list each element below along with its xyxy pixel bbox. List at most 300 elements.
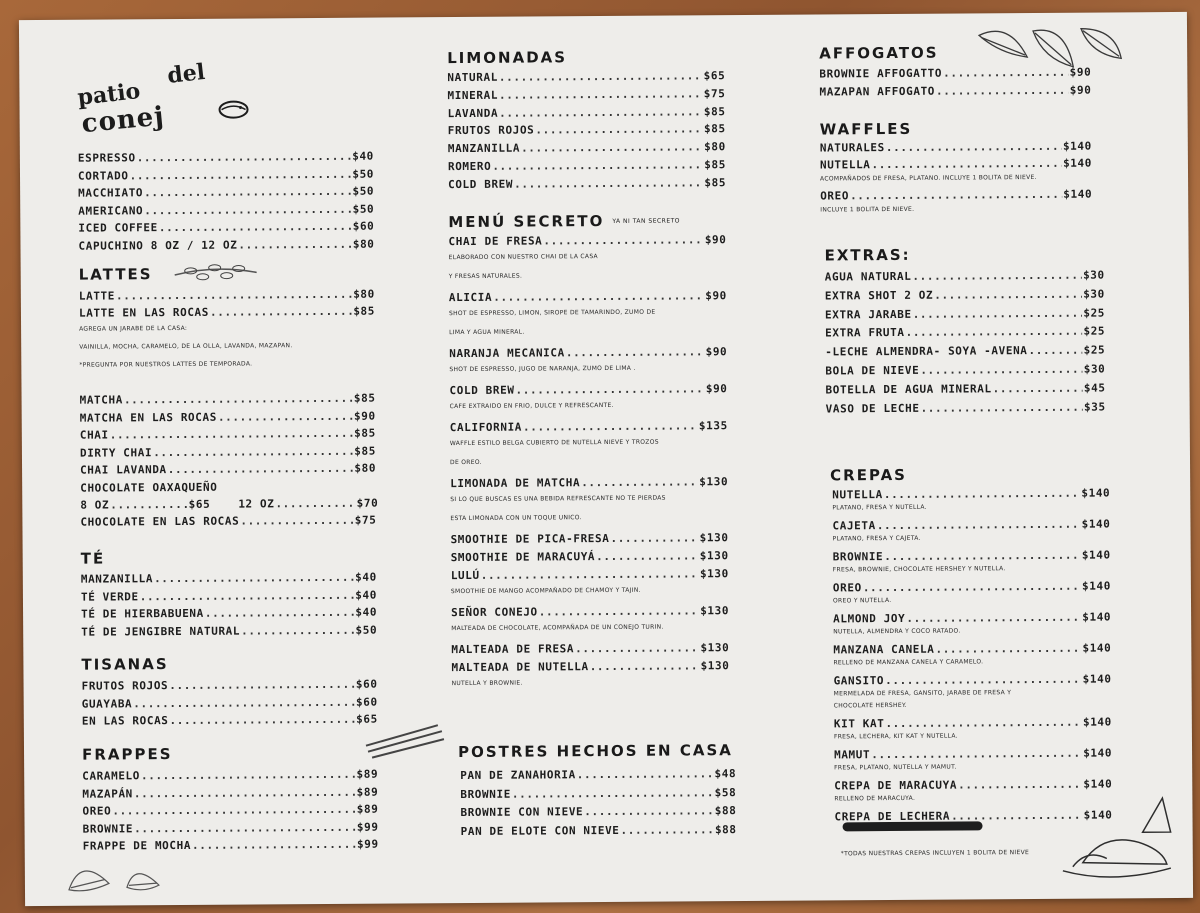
bowl-fruit-decoration-icon [1042, 792, 1183, 883]
section-title [830, 466, 907, 485]
menu-item-name: TÉ DE HIERBABUENA [81, 606, 204, 621]
dot-leader [241, 623, 355, 637]
menu-item [833, 641, 1111, 656]
menu-item-note: ACOMPAÑADOS DE FRESA, PLATANO. INCLUYE 1 BOLITA DE NIEVE. [820, 173, 1037, 183]
menu-item-name: CHOCOLATE EN LAS ROCAS [80, 514, 240, 529]
dot-leader [134, 820, 356, 835]
menu-item [451, 604, 729, 619]
dot-leader [493, 289, 704, 303]
dot-leader [168, 462, 354, 476]
menu-item-note: DE OREO. [449, 458, 482, 467]
menu-item-name: OREO [82, 804, 112, 818]
menu-item-name: PAN DE ZANAHORIA [460, 768, 576, 783]
dot-leader [153, 444, 353, 458]
menu-item-price: $140 [1063, 156, 1092, 170]
menu-paper [19, 12, 1193, 906]
menu-item-name: BROWNIE CON NIEVE [460, 805, 584, 820]
logo-word-conejo: conej [80, 101, 166, 140]
section-title-aside: YA NI TAN SECRETO [612, 217, 681, 225]
menu-item-note: ESTA LIMONADA CON UN TOQUE UNICO. [450, 514, 582, 523]
menu-item-price: $85 [353, 391, 376, 405]
menu-item-price: $88 [714, 804, 737, 818]
dot-leader [499, 87, 703, 101]
menu-item-price: $135 [698, 419, 728, 433]
menu-item-price: $140 [1083, 746, 1113, 760]
menu-item-name: GUAYABA [81, 696, 133, 711]
menu-item [820, 188, 1092, 203]
herb-sprig-icon [171, 258, 261, 287]
menu-item-name: MALTEADA DE NUTELLA [451, 660, 589, 675]
dot-leader [885, 673, 1082, 687]
menu-item-price: $140 [1081, 486, 1111, 500]
menu-item-name: EXTRA FRUTA [825, 326, 905, 340]
menu-item [833, 610, 1111, 625]
menu-item [819, 66, 1091, 81]
dot-leader [499, 105, 703, 119]
menu-item-price: $140 [1082, 641, 1112, 655]
menu-item-price: $60 [355, 695, 378, 709]
dot-leader [140, 588, 355, 602]
menu-item-name: 8 OZ [80, 498, 110, 512]
menu-item-name: MANZANA CANELA [833, 642, 935, 657]
section-title-text: POSTRES HECHOS EN CASA [457, 741, 733, 762]
menu-item-note: RELLENO DE MANZANA CANELA Y CARAMELO. [833, 658, 984, 667]
menu-item-note: VAINILLA, MOCHA, CARAMELO, DE LA OLLA, LAVANDA, MAZAPAN. [79, 342, 293, 351]
menu-item-price: $58 [714, 785, 737, 799]
menu-item-price: $85 [354, 426, 376, 440]
menu-item [80, 427, 376, 442]
menu-item [825, 363, 1105, 378]
menu-item [78, 150, 374, 165]
dot-leader [515, 382, 704, 396]
menu-item-name: SEÑOR CONEJO [451, 605, 538, 620]
menu-item-price: $85 [704, 175, 727, 190]
menu-item [80, 514, 376, 529]
section-title-text: TÉ [80, 549, 106, 568]
menu-item-price: $30 [1083, 362, 1106, 376]
menu-item-note: *PREGUNTA POR NUESTROS LATTES DE TEMPORADA. [79, 360, 253, 369]
menu-item-price: $130 [700, 604, 730, 618]
menu-item-name: EN LAS ROCAS [81, 714, 169, 728]
menu-item-name: AGUA NATURAL [824, 269, 912, 284]
menu-item [82, 695, 378, 710]
dot-leader [934, 287, 1082, 301]
menu-item [834, 777, 1112, 792]
menu-item-note: SI LO QUE BUSCAS ES UNA BEBIDA REFRESCANTE NO TE PIERDAS [450, 494, 666, 504]
menu-item-price: $140 [1082, 672, 1112, 686]
section-title-text: FRAPPES [81, 745, 173, 764]
dot-leader [144, 185, 351, 199]
dot-leader [921, 400, 1084, 414]
menu-item-price: $35 [1083, 400, 1106, 414]
menu-item-note: PLATANO, FRESA Y CAJETA. [832, 534, 921, 543]
menu-item-name: OREO [820, 189, 850, 203]
menu-item [834, 808, 1112, 823]
dot-leader [240, 514, 354, 528]
dot-leader [958, 778, 1082, 792]
menu-item [460, 786, 736, 801]
menu-item-note: LIMA Y AGUA MINERAL. [449, 328, 525, 337]
menu-item [81, 588, 377, 603]
menu-item [451, 531, 729, 546]
dot-leader [521, 141, 703, 155]
menu-item [80, 498, 210, 512]
menu-item [78, 185, 374, 200]
menu-item [449, 289, 727, 304]
menu-item-name: NARANJA MECANICA [449, 346, 565, 361]
section-title [79, 265, 153, 284]
menu-item-note: OREO Y NUTELLA. [832, 597, 892, 605]
menu-item [461, 823, 737, 838]
menu-item-name: AMERICANO [78, 203, 144, 218]
menu-item-price: $25 [1083, 306, 1106, 320]
menu-item-name: BROWNIE AFFOGATTO [819, 66, 943, 81]
menu-item [79, 288, 375, 303]
menu-item-name: SMOOTHIE DE PICA-FRESA [450, 531, 610, 547]
menu-item-price: $48 [714, 767, 737, 781]
menu-item [80, 462, 376, 477]
menu-item [448, 233, 726, 248]
section-title-text: AFFOGATOS [819, 43, 939, 63]
menu-item-name: VASO DE LECHE [825, 401, 920, 416]
leaf-sketch-icon [61, 849, 171, 900]
menu-item-name: CREPA DE LECHERA [834, 809, 951, 824]
dot-leader [906, 325, 1083, 339]
menu-item-price: $60 [352, 219, 375, 233]
dot-leader [144, 202, 351, 216]
menu-item-note: INCLUYE 1 BOLITA DE NIEVE. [820, 205, 915, 214]
section-title [82, 745, 173, 764]
menu-item [449, 382, 727, 397]
menu-item [448, 176, 726, 191]
menu-item-price: $85 [703, 104, 726, 118]
menu-item-note: NUTELLA, ALMENDRA Y COCO RATADO. [833, 627, 961, 636]
menu-item [451, 567, 729, 582]
section-title-text: LIMONADAS [447, 48, 568, 68]
menu-item-price: $40 [352, 149, 374, 163]
menu-item-name: NUTELLA [819, 158, 871, 172]
menu-item [80, 444, 376, 459]
section-title [448, 211, 680, 231]
menu-item-price: $50 [355, 623, 378, 637]
menu-item-price: $40 [355, 588, 377, 602]
menu-item [448, 123, 726, 138]
menu-item-name: FRUTOS ROJOS [447, 123, 535, 138]
menu-item-price: $99 [356, 820, 379, 834]
menu-item-price: $65 [356, 712, 378, 726]
menu-item-note: MALTEADA DE CHOCOLATE, ACOMPAÑADA DE UN CONEJO TURIN. [451, 623, 664, 633]
menu-item-price: $85 [704, 158, 726, 172]
dot-leader [912, 269, 1082, 283]
menu-item-note: CHOCOLATE HERSHEY. [833, 701, 907, 710]
dot-leader [850, 188, 1062, 202]
menu-item-price: $90 [704, 233, 727, 247]
menu-item-name: EXTRA JARABE [824, 307, 912, 322]
section-title-text: MENÚ SECRETO [448, 212, 605, 232]
section-title-text: WAFFLES [819, 119, 913, 139]
dot-leader [514, 176, 703, 190]
menu-item-price: $130 [700, 659, 730, 673]
menu-item-name: TÉ VERDE [80, 589, 139, 604]
menu-item-note: SMOOTHIE DE MANGO ACOMPAÑADO DE CHAMOY Y TAJIN. [450, 586, 641, 596]
menu-item-name: CREPA DE MARACUYA [834, 778, 958, 793]
rabbit-leaf-icon [215, 96, 251, 122]
dot-leader [512, 786, 714, 800]
menu-item [825, 306, 1105, 321]
menu-item-name: -LECHE ALMENDRA- SOYA -AVENA [825, 344, 1028, 359]
dot-leader [133, 695, 355, 710]
menu-item-price: $50 [352, 184, 375, 198]
menu-item-price: $140 [1083, 777, 1113, 791]
menu-item-name: BROWNIE [832, 550, 884, 564]
menu-item-name: PAN DE ELOTE CON NIEVE [460, 823, 620, 838]
dot-leader [993, 381, 1083, 395]
dot-leader [885, 716, 1082, 730]
menu-item-price: $45 [1083, 381, 1106, 395]
dot-leader [575, 641, 699, 655]
menu-item [82, 713, 378, 728]
menu-item [447, 87, 725, 102]
menu-item-price: $75 [354, 513, 377, 527]
dot-leader [620, 823, 714, 837]
menu-item-price: $30 [1083, 287, 1105, 301]
menu-item [832, 517, 1110, 532]
menu-item-price: $50 [352, 202, 375, 216]
menu-item-price: $40 [355, 605, 378, 619]
dot-leader [884, 549, 1081, 563]
menu-item-name: ROMERO [447, 159, 492, 174]
dot-leader [169, 678, 355, 692]
menu-item-name: ESPRESSO [77, 151, 136, 165]
menu-item-price: $85 [703, 122, 726, 136]
section-title [81, 655, 168, 674]
logo-word-del: del [165, 58, 207, 89]
menu-item-price: $90 [1069, 65, 1092, 79]
menu-item-name: CAJETA [832, 519, 876, 533]
menu-item-name: ALMOND JOY [833, 611, 906, 626]
dot-leader [877, 518, 1081, 532]
menu-item [447, 69, 725, 84]
menu-item-note: FRESA, LECHERA, KIT KAT Y NUTELLA. [833, 732, 958, 741]
dot-leader [913, 306, 1083, 320]
menu-item-name: BOLA DE NIEVE [825, 363, 920, 378]
menu-item-name: CORTADO [77, 168, 129, 183]
menu-item [82, 768, 378, 783]
menu-item [448, 140, 726, 155]
menu-item-price: $80 [353, 287, 375, 301]
menu-item-note: *TODAS NUESTRAS CREPAS INCLUYEN 1 BOLITA DE NIEVE [840, 849, 1030, 858]
menu-item-price: $50 [352, 167, 375, 181]
menu-item-price: $40 [355, 570, 377, 584]
dot-leader [205, 606, 355, 620]
menu-item-price: $65 [703, 69, 726, 83]
menu-item-name: BOTELLA DE AGUA MINERAL [825, 382, 992, 397]
menu-item-price: $140 [1083, 808, 1113, 822]
menu-item-name: COLD BREW [448, 177, 514, 191]
dot-leader [943, 66, 1069, 80]
menu-item [83, 838, 379, 853]
menu-item [80, 392, 376, 407]
dot-leader [610, 531, 698, 545]
menu-item [79, 305, 375, 320]
section-title [819, 44, 939, 63]
menu-item [826, 400, 1106, 415]
dot-leader [535, 123, 703, 137]
menu-item-price: $89 [356, 785, 379, 799]
logo [75, 54, 266, 155]
menu-item-note: WAFFLE ESTILO BELGA CUBIERTO DE NUTELLA NIEVE Y TROZOS [449, 438, 659, 448]
menu-item-name: LAVANDA [447, 106, 499, 120]
menu-item [238, 497, 378, 511]
dot-leader [884, 487, 1081, 501]
menu-item-name: EXTRA SHOT 2 OZ [824, 288, 934, 303]
menu-item-price: $85 [353, 304, 376, 318]
dot-leader [951, 809, 1083, 823]
menu-item [819, 83, 1091, 98]
menu-item [78, 237, 374, 252]
menu-item-name: SMOOTHIE DE MARACUYÁ [450, 550, 596, 565]
dot-leader [543, 233, 704, 247]
menu-item-price: $99 [356, 837, 379, 851]
menu-item-name: MACCHIATO [78, 186, 144, 200]
menu-item [825, 325, 1105, 340]
menu-item-note: RELLENO DE MARACUYA. [834, 794, 916, 803]
dot-leader [492, 158, 703, 172]
dot-leader [110, 427, 354, 442]
dot-leader [523, 419, 698, 433]
menu-item-name: GANSITO [833, 674, 885, 688]
section-title [825, 246, 911, 265]
dot-leader [577, 767, 714, 781]
menu-item-price: $130 [699, 475, 729, 489]
menu-item [833, 579, 1111, 594]
dot-leader [596, 549, 699, 563]
menu-item [451, 549, 729, 564]
menu-item [834, 746, 1112, 761]
menu-item-price: $130 [699, 549, 729, 563]
menu-item-price: $80 [354, 461, 377, 475]
dot-leader [134, 785, 356, 800]
menu-item-price: $85 [354, 444, 376, 458]
menu-item [460, 804, 736, 819]
menu-item-name: COLD BREW [449, 383, 515, 398]
menu-item [820, 157, 1092, 172]
menu-item [78, 220, 374, 235]
menu-item [834, 715, 1112, 730]
dot-leader [863, 580, 1081, 595]
menu-item [825, 269, 1105, 284]
menu-item [81, 606, 377, 621]
dot-leader [275, 497, 355, 511]
section-title-text: CREPAS [830, 465, 908, 485]
dot-leader [141, 768, 356, 782]
menu-item [448, 158, 726, 173]
menu-item-name: MAMUT [834, 748, 871, 762]
menu-item-name: KIT KAT [833, 717, 885, 731]
menu-item-name: MALTEADA DE FRESA [451, 642, 575, 657]
menu-item-price: $140 [1082, 715, 1112, 729]
menu-item-name: 12 OZ [238, 497, 275, 511]
dot-leader [154, 571, 354, 585]
menu-item-name: MATCHA EN LAS ROCAS [79, 410, 217, 425]
section-title-text: EXTRAS: [824, 245, 911, 265]
dot-leader [566, 345, 705, 359]
menu-item-name: LATTE EN LAS ROCAS [78, 305, 210, 320]
section-title [458, 741, 733, 761]
menu-item-name: OREO [832, 581, 862, 595]
menu-item-price: $140 [1081, 517, 1111, 531]
menu-item-name: TÉ DE JENGIBRE NATURAL [81, 624, 241, 639]
menu-item-name: ALICIA [448, 290, 493, 305]
section-title-text: LATTES [78, 265, 153, 284]
menu-item [825, 344, 1105, 359]
dot-leader [192, 838, 356, 852]
menu-item-name: DIRTY CHAI [79, 445, 153, 460]
menu-item-name: FRAPPE DE MOCHA [82, 838, 192, 853]
menu-item-note: Y FRESAS NATURALES. [448, 272, 523, 281]
menu-item [78, 167, 374, 182]
dot-leader [130, 167, 352, 182]
menu-item-price: $90 [1069, 83, 1092, 97]
menu-item-name: MAZAPÁN [82, 786, 133, 801]
menu-item-price: $88 [714, 822, 737, 836]
menu-item [450, 419, 728, 434]
dot-leader [137, 150, 352, 164]
menu-item-price: $80 [704, 140, 726, 154]
dot-leader [936, 83, 1069, 97]
dot-leader [871, 747, 1082, 761]
dot-leader [481, 567, 699, 582]
dot-leader [238, 237, 352, 251]
menu-item-name: CALIFORNIA [449, 420, 523, 435]
menu-item [451, 641, 729, 656]
dot-leader [539, 604, 700, 618]
dot-leader [920, 363, 1083, 377]
menu-item-price: $60 [355, 677, 378, 691]
dot-leader [1028, 344, 1082, 357]
menu-item [832, 486, 1110, 501]
menu-item-note: SHOT DE ESPRESSO, JUGO DE NARANJA, ZUMO DE LIMA . [449, 364, 636, 374]
menu-item-name: NATURAL [447, 70, 498, 85]
menu-item-note: ELABORADO CON NUESTRO CHAI DE LA CASA [448, 253, 598, 262]
menu-item-name: MATCHA [79, 393, 123, 407]
menu-item-note: FRESA, PLATANO, NUTELLA Y MAMUT. [834, 763, 957, 772]
menu-item-price: $90 [353, 409, 376, 423]
menu-item-price: $65 [188, 497, 211, 511]
menu-item [82, 785, 378, 800]
menu-item [82, 678, 378, 693]
menu-item-name: CHOCOLATE OAXAQUEÑO [80, 480, 218, 495]
menu-item [820, 140, 1092, 155]
menu-item-name: BROWNIE [460, 787, 511, 801]
menu-item [825, 287, 1105, 302]
dot-leader [935, 642, 1081, 656]
menu-item [81, 571, 377, 586]
menu-item-name: NUTELLA [832, 488, 883, 502]
menu-item-name: CHAI DE FRESA [448, 234, 543, 249]
menu-item-price: $130 [699, 567, 729, 581]
menu-item-name: FRUTOS ROJOS [81, 679, 169, 693]
menu-item-name: CHAI LAVANDA [80, 463, 167, 477]
menu-item [80, 409, 376, 424]
dot-leader [112, 803, 356, 818]
dot-leader [590, 659, 700, 673]
dot-leader [886, 140, 1062, 154]
dot-leader [210, 305, 352, 319]
menu-item-price: $25 [1083, 343, 1106, 357]
menu-item-price: $70 [356, 496, 379, 510]
logo-word-patio: patio [76, 78, 142, 111]
